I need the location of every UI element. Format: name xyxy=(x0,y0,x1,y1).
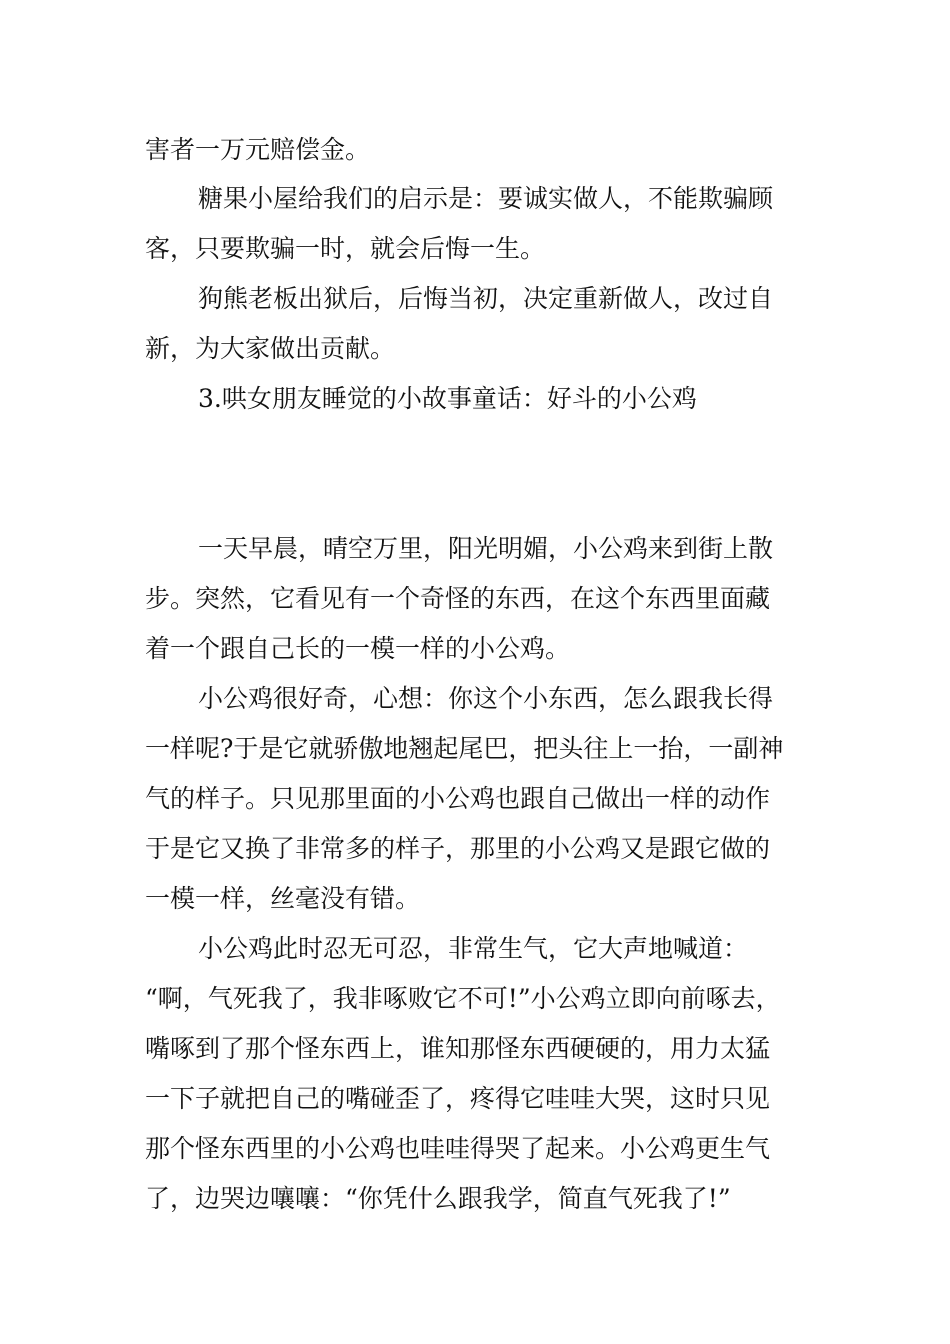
section-heading: 3.哄女朋友睡觉的小故事童话：好斗的小公鸡 xyxy=(198,384,697,413)
text-line: 新，为大家做出贡献。 xyxy=(145,334,396,363)
text-line: 小公鸡很好奇，心想：你这个小东西，怎么跟我长得 xyxy=(198,684,774,713)
text-line: 步。突然，它看见有一个奇怪的东西，在这个东西里面藏 xyxy=(145,584,771,613)
text-line: 了，边哭边嚷嚷：“你凭什么跟我学，简直气死我了!” xyxy=(145,1184,731,1213)
text-line: 嘴啄到了那个怪东西上，谁知那怪东西硬硬的，用力太猛 xyxy=(145,1034,771,1063)
text-line: 害者一万元赔偿金。 xyxy=(145,135,371,164)
text-line: 着一个跟自己长的一模一样的小公鸡。 xyxy=(145,634,571,663)
text-line: 一样呢?于是它就骄傲地翘起尾巴，把头往上一抬，一副神 xyxy=(145,734,784,763)
text-line: 小公鸡此时忍无可忍，非常生气，它大声地喊道： xyxy=(198,934,749,963)
text-line: 那个怪东西里的小公鸡也哇哇得哭了起来。小公鸡更生气 xyxy=(145,1134,771,1163)
text-line: 气的样子。只见那里面的小公鸡也跟自己做出一样的动作 xyxy=(145,784,771,813)
text-line: 糖果小屋给我们的启示是：要诚实做人，不能欺骗顾 xyxy=(198,184,774,213)
text-line: 一天早晨，晴空万里，阳光明媚，小公鸡来到街上散 xyxy=(198,534,774,563)
text-line: 一模一样，丝毫没有错。 xyxy=(145,884,421,913)
text-line: 客，只要欺骗一时，就会后悔一生。 xyxy=(145,234,546,263)
text-line: 于是它又换了非常多的样子，那里的小公鸡又是跟它做的 xyxy=(145,834,771,863)
text-line: 一下子就把自己的嘴碰歪了，疼得它哇哇大哭，这时只见 xyxy=(145,1084,771,1113)
text-line: “啊，气死我了，我非啄败它不可!”小公鸡立即向前啄去， xyxy=(145,984,781,1013)
text-line: 狗熊老板出狱后，后悔当初，决定重新做人，改过自 xyxy=(198,284,774,313)
